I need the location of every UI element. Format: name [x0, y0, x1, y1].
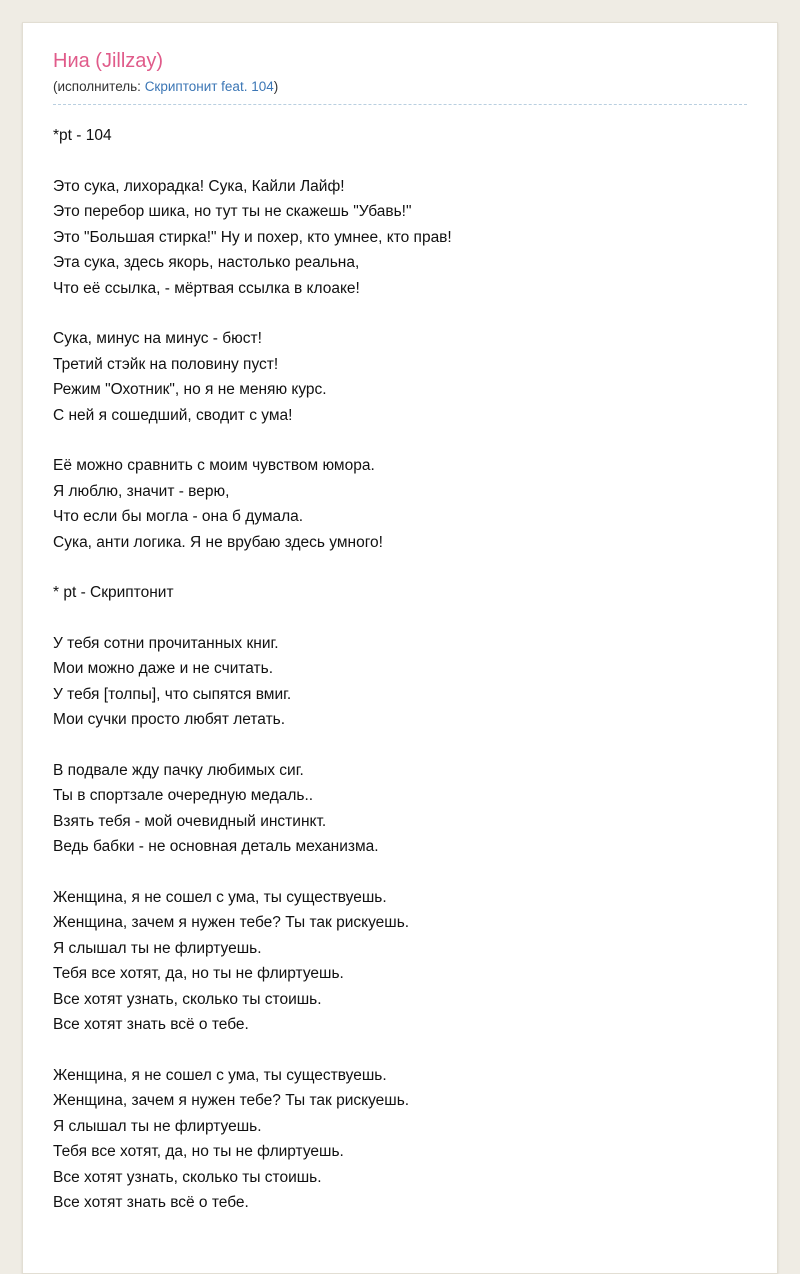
- lyrics-body: [53, 123, 747, 1216]
- lyrics-line: Мои можно даже и не считать.: [53, 660, 274, 677]
- lyrics-stanza: [53, 1063, 747, 1216]
- lyrics-line: Все хотят узнать, сколько ты стоишь.: [53, 990, 322, 1008]
- lyrics-line: Ведь бабки - не основная деталь механизма.: [53, 838, 379, 855]
- lyrics-line: Женщина, зачем я нужен тебе? Ты так рискуешь.: [53, 1092, 410, 1109]
- lyrics-line: Все хотят знать всё о тебе.: [53, 1016, 249, 1033]
- performer-prefix-label: (исполнитель:: [53, 79, 145, 94]
- lyrics-stanza: [53, 123, 747, 149]
- lyrics-line: Мои сучки просто любят летать.: [53, 711, 286, 728]
- lyrics-stanza: [53, 453, 747, 555]
- lyrics-line: В подвале жду пачку любимых сиг.: [53, 761, 304, 779]
- performer-link[interactable]: Скриптонит feat. 104: [144, 79, 274, 94]
- lyrics-line: Все хотят узнать, сколько ты стоишь.: [53, 1168, 322, 1186]
- performer-suffix-label: ): [273, 79, 279, 94]
- lyrics-line: Это перебор шика, но тут ты не скажешь "Убавь!": [53, 203, 412, 220]
- lyrics-line: *pt - 104: [53, 127, 112, 144]
- lyrics-line: Женщина, зачем я нужен тебе? Ты так рискуешь.: [53, 914, 410, 931]
- lyrics-sheet: [22, 22, 778, 1274]
- lyrics-line: Я слышал ты не флиртуешь.: [53, 939, 262, 957]
- lyrics-line: Все хотят знать всё о тебе.: [53, 1194, 249, 1211]
- lyrics-line: Эта сука, здесь якорь, настолько реальна,: [53, 254, 360, 271]
- lyrics-line: Это сука, лихорадка! Сука, Кайли Лайф!: [53, 177, 345, 195]
- lyrics-stanza: [53, 758, 747, 860]
- lyrics-stanza: [53, 174, 747, 302]
- page-title: Ниа (Jillzay): [53, 50, 164, 72]
- lyrics-stanza: [53, 326, 747, 428]
- lyrics-line: Тебя все хотят, да, но ты не флиртуешь.: [53, 965, 344, 982]
- lyrics-line: Её можно сравнить с моим чувством юмора.: [53, 457, 375, 474]
- lyrics-stanza: [53, 631, 747, 733]
- lyrics-stanza: [53, 580, 747, 606]
- lyrics-line: У тебя сотни прочитанных книг.: [53, 634, 279, 652]
- lyrics-line: У тебя [толпы], что сыпятся вмиг.: [53, 685, 292, 703]
- lyrics-line: С ней я сошедший, сводит с ума!: [53, 406, 293, 424]
- lyrics-line: Тебя все хотят, да, но ты не флиртуешь.: [53, 1143, 344, 1160]
- lyrics-line: Сука, анти логика. Я не врубаю здесь умного!: [53, 533, 383, 551]
- lyrics-line: Режим "Охотник", но я не меняю курс.: [53, 381, 327, 398]
- lyrics-line: Я люблю, значит - верю,: [53, 482, 230, 500]
- lyrics-stanza: [53, 885, 747, 1038]
- performer-line: [53, 79, 747, 105]
- lyrics-line: Сука, минус на минус - бюст!: [53, 330, 262, 347]
- lyrics-line: * pt - Скриптонит: [53, 584, 174, 601]
- lyrics-line: Женщина, я не сошел с ума, ты существуешь.: [53, 1066, 387, 1084]
- lyrics-line: Это "Большая стирка!" Ну и похер, кто умнее, кто прав!: [53, 228, 452, 246]
- lyrics-line: Ты в спортзале очередную медаль..: [53, 787, 314, 804]
- lyrics-line: Женщина, я не сошел с ума, ты существуешь.: [53, 888, 387, 906]
- lyrics-line: Взять тебя - мой очевидный инстинкт.: [53, 812, 327, 830]
- lyrics-line: Что её ссылка, - мёртвая ссылка в клоаке!: [53, 279, 360, 297]
- lyrics-line: Третий стэйк на половину пуст!: [53, 355, 279, 373]
- lyrics-line: Я слышал ты не флиртуешь.: [53, 1117, 262, 1135]
- lyrics-line: Что если бы могла - она б думала.: [53, 508, 304, 525]
